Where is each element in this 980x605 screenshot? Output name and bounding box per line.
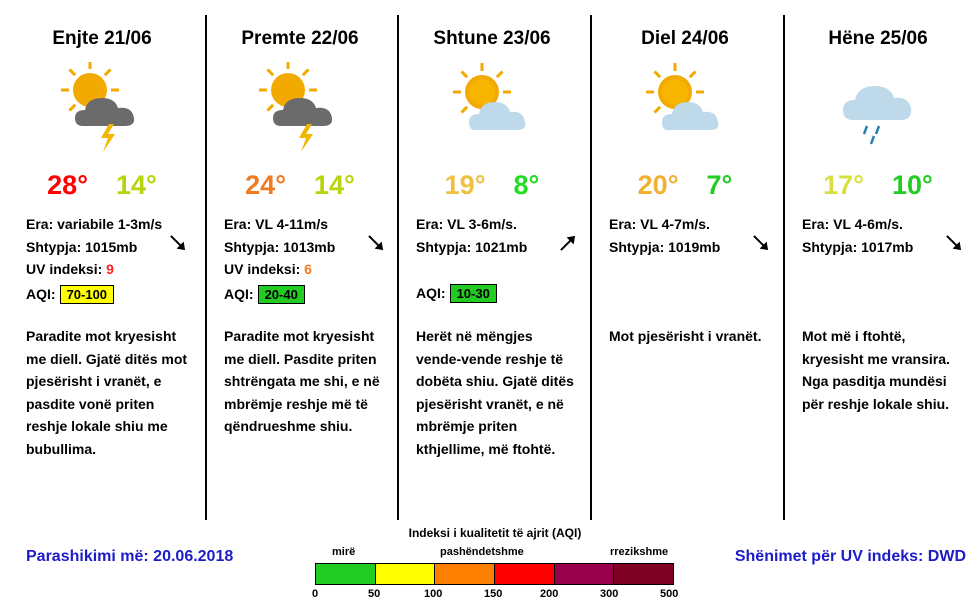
forecast-description: Paradite mot kryesisht me diell. Pasdite priten shtrëngata me shi, e në mbrëmje reshje më të qëndrueshme shiu.	[224, 328, 380, 434]
aqi-scale-band	[614, 564, 673, 584]
pressure-info: Shtypja: 1013mb	[224, 238, 336, 255]
temp-min: 14°	[116, 170, 157, 200]
aqi-badge: 70-100	[60, 285, 114, 304]
wind-direction-arrow-icon	[750, 232, 772, 254]
day-column	[397, 0, 587, 520]
pressure-info: Shtypja: 1019mb	[609, 238, 721, 255]
wind-direction-arrow-icon	[943, 232, 965, 254]
wind-info: Era: variabile 1-3m/s	[26, 216, 163, 232]
temp-min: 10°	[892, 170, 933, 200]
day-title: Premte 22/06	[241, 28, 359, 49]
sun-cloud-icon	[447, 62, 537, 157]
sun-cloud-icon	[640, 62, 730, 157]
aqi-badge: 10-30	[450, 284, 497, 303]
aqi-label-unhealthy: pashëndetshme	[440, 546, 524, 558]
day-title: Enjte 21/06	[52, 28, 152, 49]
aqi-tick-label: 500	[660, 588, 679, 600]
forecast-date: Parashikimi më: 20.06.2018	[26, 548, 234, 565]
pressure-info: Shtypja: 1015mb	[26, 238, 138, 255]
aqi-tick-label: 150	[484, 588, 503, 600]
aqi-scale-title: Indeksi i kualitetit të ajrit (AQI)	[408, 526, 582, 540]
temp-max: 20°	[637, 170, 679, 200]
temp-min: 8°	[513, 170, 540, 200]
forecast-description: Paradite mot kryesisht me diell. Gjatë ditës mot pjesërisht i vranët, e pasdite vonë priten reshje lokale shiu me bubullima.	[26, 328, 188, 457]
temp-max: 17°	[823, 170, 864, 200]
wind-info: Era: VL 4-7m/s.	[609, 216, 710, 232]
pressure-info: Shtypja: 1021mb	[416, 238, 528, 255]
aqi-color-scale	[315, 563, 674, 585]
aqi-row: AQI: 10-30	[416, 282, 527, 305]
aqi-scale-band	[555, 564, 615, 584]
wind-direction-arrow-icon	[365, 232, 387, 254]
temp-max: 28°	[47, 170, 88, 200]
uv-index: UV indeksi: 6	[224, 261, 312, 277]
wind-direction-arrow-icon	[557, 232, 579, 254]
day-title: Shtune 23/06	[433, 28, 551, 49]
aqi-row: AQI: 70-100	[26, 283, 162, 306]
aqi-row: AQI: 20-40	[224, 283, 335, 306]
temp-min: 7°	[706, 170, 733, 200]
wind-info: Era: VL 3-6m/s.	[416, 216, 517, 232]
day-column	[7, 0, 197, 520]
uv-index: UV indeksi: 9	[26, 261, 114, 277]
wind-info: Era: VL 4-6m/s.	[802, 216, 903, 232]
aqi-label-good: mirë	[332, 546, 356, 558]
aqi-tick-label: 100	[424, 588, 443, 600]
forecast-description: Herët në mëngjes vende-vende reshje të dobëta shiu. Gjatë ditës pjesërisht vranët, e në mbrëmje priten kthjellime, më ftohtë.	[416, 328, 574, 457]
temp-max: 24°	[245, 170, 286, 200]
pressure-info: Shtypja: 1017mb	[802, 238, 914, 255]
day-title: Hëne 25/06	[828, 28, 928, 49]
temp-min: 14°	[314, 170, 355, 200]
aqi-tick-label: 0	[312, 588, 319, 600]
day-column	[590, 0, 780, 520]
forecast-description: Mot më i ftohtë, kryesisht me vransira. Nga pasditja mundësi për reshje lokale shiu.	[802, 328, 950, 412]
day-column	[783, 0, 973, 520]
wind-info: Era: VL 4-11m/s	[224, 216, 329, 232]
cloud-rain-icon	[833, 62, 923, 157]
aqi-tick-label: 200	[540, 588, 559, 600]
temp-max: 19°	[444, 170, 486, 200]
aqi-scale-band	[376, 564, 436, 584]
uv-source-note: Shënimet për UV indeks: DWD	[734, 548, 966, 565]
aqi-scale-band	[435, 564, 495, 584]
aqi-scale-band	[316, 564, 376, 584]
day-column	[205, 0, 395, 520]
aqi-badge: 20-40	[258, 285, 305, 304]
aqi-tick-label: 50	[368, 588, 381, 600]
sun-cloud-thunder-icon	[255, 62, 345, 157]
aqi-tick-label: 300	[600, 588, 619, 600]
forecast-description: Mot pjesërisht i vranët.	[609, 328, 762, 344]
aqi-scale-band	[495, 564, 555, 584]
day-title: Diel 24/06	[641, 28, 729, 49]
sun-cloud-thunder-icon	[57, 62, 147, 157]
wind-direction-arrow-icon	[167, 232, 189, 254]
aqi-label-hazardous: rrezikshme	[610, 546, 669, 558]
